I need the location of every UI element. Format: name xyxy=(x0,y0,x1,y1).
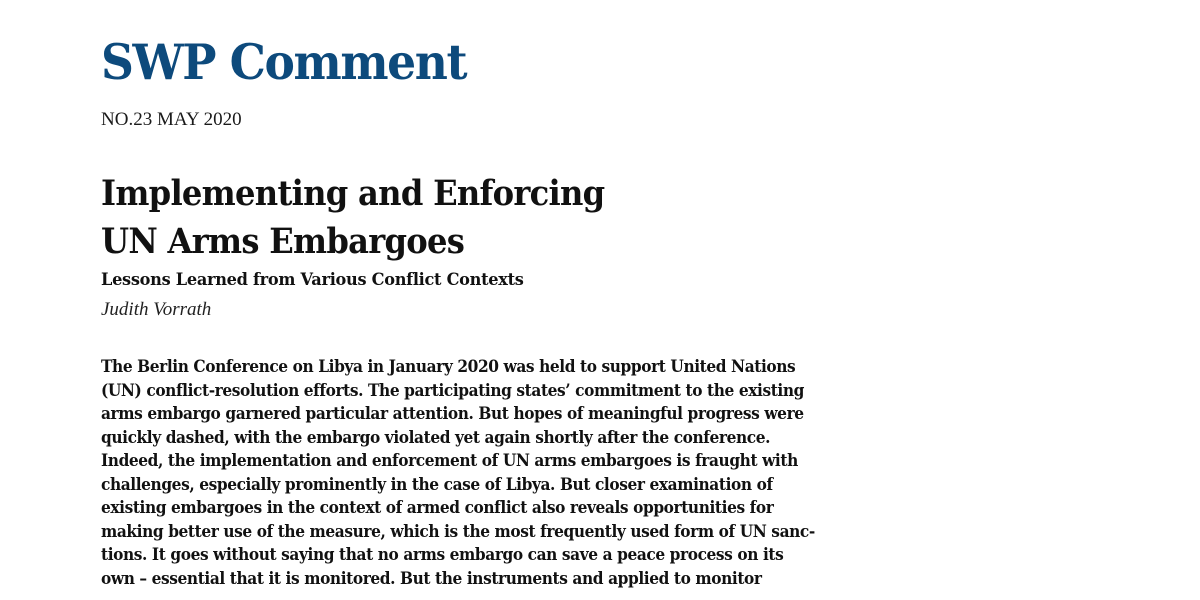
abstract-paragraph xyxy=(101,356,901,600)
abstract-line: tions. It goes without saying that no arms embargo can save a peace process on its xyxy=(101,545,784,565)
document-page xyxy=(101,0,901,600)
abstract-line: own – essential that it is monitored. But the instruments and applied to monitor xyxy=(101,568,762,589)
abstract-line: The Berlin Conference on Libya in January 2020 was held to support United Nations xyxy=(101,357,796,377)
article-title-line-2: UN Arms Embargoes xyxy=(101,221,465,262)
abstract-line: challenges, especially prominently in the case of Libya. But closer examination of xyxy=(101,474,773,495)
article-title-line-1: Implementing and Enforcing xyxy=(101,173,605,214)
article-author: Judith Vorrath xyxy=(101,299,212,320)
abstract-line: quickly dashed, with the embargo violated yet again shortly after the conference. xyxy=(101,427,771,448)
issue-number-date: NO.23 MAY 2020 xyxy=(101,109,242,130)
abstract-line: arms embargo garnered particular attention. But hopes of meaningful progress were xyxy=(101,404,804,424)
abstract-line: (UN) conflict-resolution efforts. The participating states’ commitment to the existing xyxy=(101,380,804,401)
article-subtitle: Lessons Learned from Various Conflict Contexts xyxy=(101,270,524,290)
abstract-line: making better use of the measure, which is the most frequently used form of UN sanc- xyxy=(101,521,815,542)
series-title: SWP Comment xyxy=(101,33,467,91)
article-title xyxy=(101,170,604,266)
abstract-line: Indeed, the implementation and enforcement of UN arms embargoes is fraught with xyxy=(101,451,798,471)
abstract-line: existing embargoes in the context of armed conflict also reveals opportunities for xyxy=(101,498,774,518)
